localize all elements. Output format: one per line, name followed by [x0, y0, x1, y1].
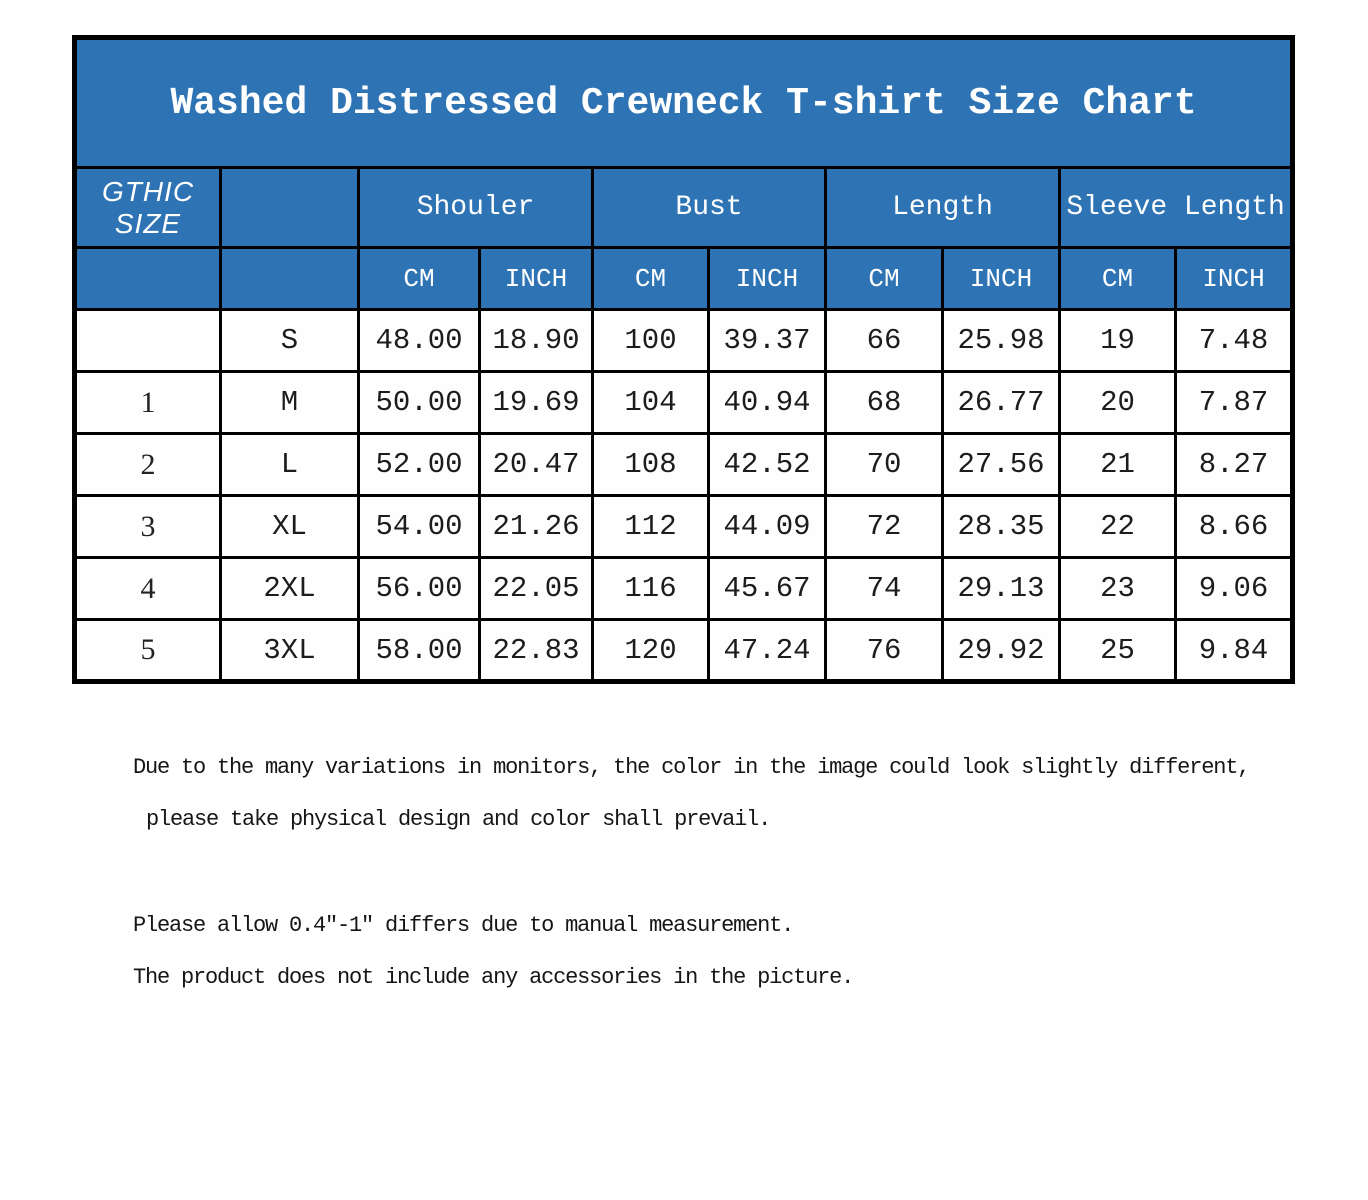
unit-header: INCH	[480, 248, 593, 310]
size-label: L	[221, 434, 359, 496]
data-cell: 120	[593, 620, 709, 682]
data-cell: 7.87	[1176, 372, 1293, 434]
data-cell: 22.83	[480, 620, 593, 682]
data-cell: 9.84	[1176, 620, 1293, 682]
unit-header: INCH	[1176, 248, 1293, 310]
data-cell: 47.24	[709, 620, 826, 682]
data-cell: 48.00	[359, 310, 480, 372]
data-cell: 108	[593, 434, 709, 496]
note-monitor-variation-line2: please take physical design and color shall prevail.	[146, 807, 771, 832]
unit-header: INCH	[943, 248, 1060, 310]
table-row-3xl	[75, 620, 1293, 682]
data-cell: 112	[593, 496, 709, 558]
unit-header-row	[75, 248, 1293, 310]
data-cell: 21	[1060, 434, 1176, 496]
unit-header: CM	[359, 248, 480, 310]
blank-header-cell	[221, 168, 359, 248]
data-cell: 116	[593, 558, 709, 620]
table-row-s	[75, 310, 1293, 372]
col-group-shoulder: Shouler	[359, 168, 593, 248]
data-cell: 100	[593, 310, 709, 372]
data-cell: 70	[826, 434, 943, 496]
data-cell: 29.13	[943, 558, 1060, 620]
note-no-accessories: The product does not include any accessories in the picture.	[133, 965, 854, 990]
note-monitor-variation-line1: Due to the many variations in monitors, the color in the image could look slightly different,	[133, 755, 1250, 780]
data-cell: 50.00	[359, 372, 480, 434]
data-cell: 25	[1060, 620, 1176, 682]
data-cell: 29.92	[943, 620, 1060, 682]
size-label: 2XL	[221, 558, 359, 620]
size-label: XL	[221, 496, 359, 558]
chart-title: Washed Distressed Crewneck T-shirt Size Chart	[75, 38, 1293, 168]
data-cell: 42.52	[709, 434, 826, 496]
data-cell: 8.27	[1176, 434, 1293, 496]
size-label: 3XL	[221, 620, 359, 682]
data-cell: 18.90	[480, 310, 593, 372]
data-cell: 54.00	[359, 496, 480, 558]
data-cell: 58.00	[359, 620, 480, 682]
data-cell: 26.77	[943, 372, 1060, 434]
data-cell: 45.67	[709, 558, 826, 620]
data-cell: 7.48	[1176, 310, 1293, 372]
data-cell: 72	[826, 496, 943, 558]
data-cell: 44.09	[709, 496, 826, 558]
row-number: 1	[75, 372, 221, 434]
data-cell: 74	[826, 558, 943, 620]
size-label: S	[221, 310, 359, 372]
data-cell: 104	[593, 372, 709, 434]
data-cell: 19	[1060, 310, 1176, 372]
row-number: 2	[75, 434, 221, 496]
data-cell: 9.06	[1176, 558, 1293, 620]
data-cell: 68	[826, 372, 943, 434]
data-cell: 22.05	[480, 558, 593, 620]
data-cell: 27.56	[943, 434, 1060, 496]
data-cell: 21.26	[480, 496, 593, 558]
note-manual-measurement: Please allow 0.4"-1" differs due to manual measurement.	[133, 913, 794, 938]
data-cell: 76	[826, 620, 943, 682]
data-cell: 19.69	[480, 372, 593, 434]
title-row	[75, 38, 1293, 168]
data-cell: 28.35	[943, 496, 1060, 558]
blank-unit-cell	[221, 248, 359, 310]
unit-header: CM	[1060, 248, 1176, 310]
data-cell: 66	[826, 310, 943, 372]
brand-size-label: GTHIC SIZE	[75, 168, 221, 248]
data-cell: 25.98	[943, 310, 1060, 372]
size-chart-table	[72, 35, 1295, 684]
size-label: M	[221, 372, 359, 434]
col-group-length: Length	[826, 168, 1060, 248]
table-row-2xl	[75, 558, 1293, 620]
data-cell: 8.66	[1176, 496, 1293, 558]
data-cell: 52.00	[359, 434, 480, 496]
row-number: 3	[75, 496, 221, 558]
col-group-bust: Bust	[593, 168, 826, 248]
row-number	[75, 310, 221, 372]
data-cell: 40.94	[709, 372, 826, 434]
data-cell: 23	[1060, 558, 1176, 620]
data-cell: 39.37	[709, 310, 826, 372]
group-header-row	[75, 168, 1293, 248]
unit-header: CM	[593, 248, 709, 310]
row-number: 5	[75, 620, 221, 682]
data-cell: 56.00	[359, 558, 480, 620]
unit-header: INCH	[709, 248, 826, 310]
table-row-l	[75, 434, 1293, 496]
table-row-xl	[75, 496, 1293, 558]
unit-header: CM	[826, 248, 943, 310]
blank-unit-cell	[75, 248, 221, 310]
col-group-sleeve-length: Sleeve Length	[1060, 168, 1293, 248]
data-cell: 22	[1060, 496, 1176, 558]
data-cell: 20.47	[480, 434, 593, 496]
row-number: 4	[75, 558, 221, 620]
table-row-m	[75, 372, 1293, 434]
data-cell: 20	[1060, 372, 1176, 434]
